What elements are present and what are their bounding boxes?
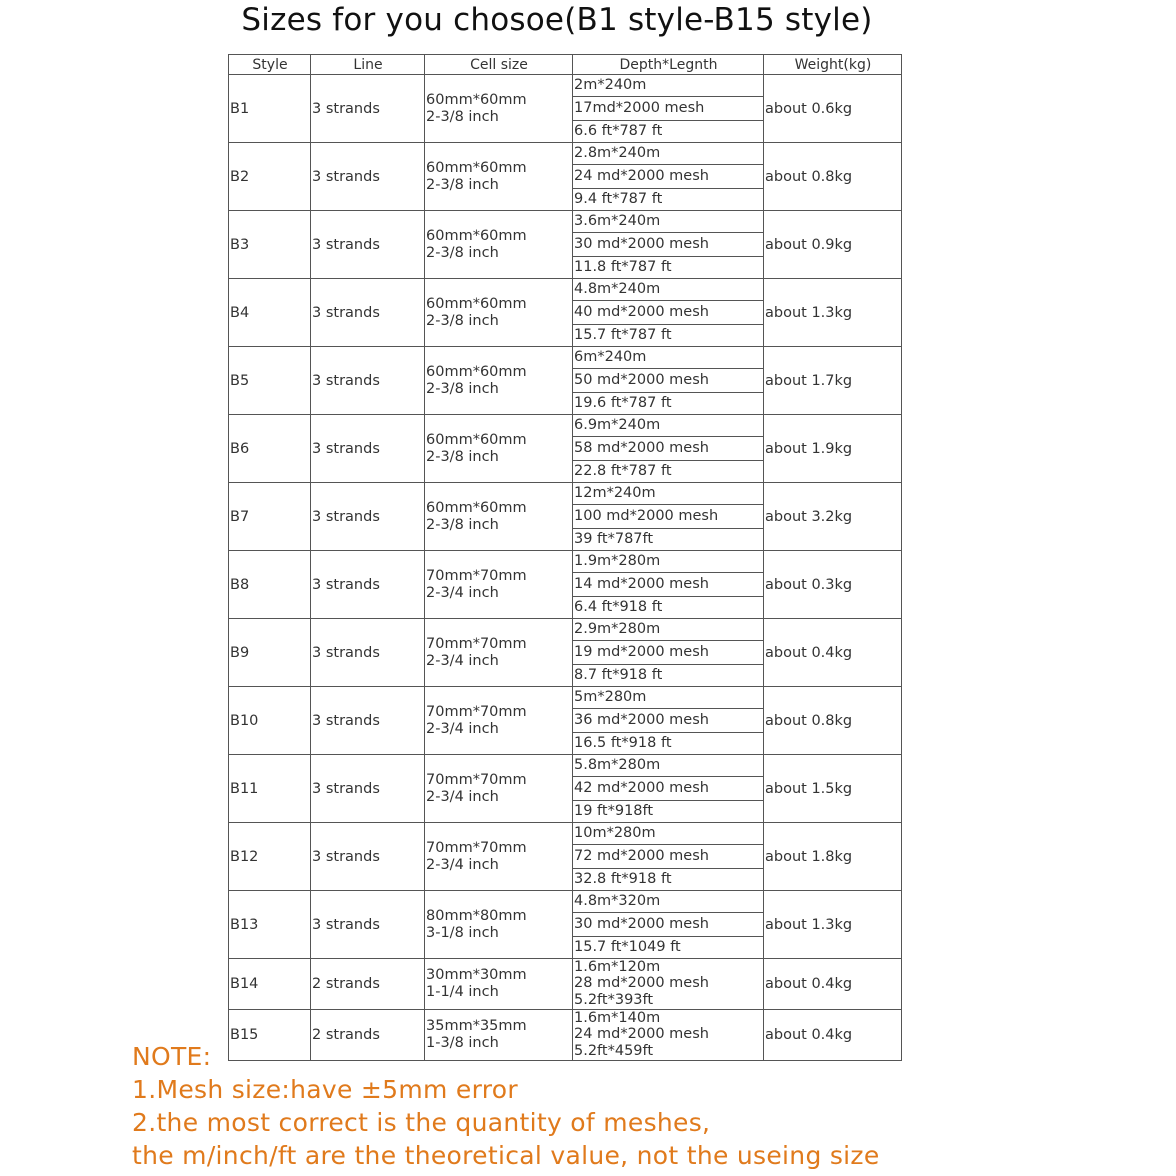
line-cell: 3 strands <box>311 415 425 483</box>
cell-size-metric: 35mm*35mm <box>426 1018 527 1034</box>
depth-meters: 2.8m*240m <box>573 143 763 165</box>
depth-meters: 2m*240m <box>573 75 763 97</box>
line-cell: 2 strands <box>311 959 425 1010</box>
note-line-3: the m/inch/ft are the theoretical value, not the useing size <box>132 1141 880 1170</box>
line-cell: 3 strands <box>311 755 425 823</box>
cell-size-metric: 60mm*60mm <box>426 159 527 176</box>
depth-length-cell <box>573 279 764 347</box>
weight-cell: about 0.8kg <box>764 143 902 211</box>
depth-length-cell <box>573 1010 764 1061</box>
weight-cell: about 3.2kg <box>764 483 902 551</box>
table-row <box>229 823 902 891</box>
depth-length-cell <box>573 687 764 755</box>
style-cell: B15 <box>229 1010 311 1061</box>
style-cell: B4 <box>229 279 311 347</box>
style-cell: B8 <box>229 551 311 619</box>
line-cell: 3 strands <box>311 687 425 755</box>
weight-cell: about 1.3kg <box>764 279 902 347</box>
header-style: Style <box>229 55 311 75</box>
style-cell: B9 <box>229 619 311 687</box>
cell-size-cell <box>425 891 573 959</box>
style-cell: B6 <box>229 415 311 483</box>
cell-size-inch: 2-3/8 inch <box>426 176 499 193</box>
style-cell: B14 <box>229 959 311 1010</box>
table-row <box>229 75 902 143</box>
cell-size-inch: 1-1/4 inch <box>426 984 499 1000</box>
depth-length-cell <box>573 483 764 551</box>
cell-size-cell <box>425 75 573 143</box>
cell-size-metric: 60mm*60mm <box>426 499 527 516</box>
depth-length-cell <box>573 619 764 687</box>
depth-length-cell <box>573 959 764 1010</box>
line-cell: 3 strands <box>311 279 425 347</box>
line-cell: 3 strands <box>311 211 425 279</box>
depth-length-cell <box>573 415 764 483</box>
cell-size-cell <box>425 211 573 279</box>
depth-mesh: 24 md*2000 mesh <box>573 165 763 189</box>
depth-meters: 4.8m*240m <box>573 279 763 301</box>
line-cell: 3 strands <box>311 143 425 211</box>
depth-feet: 11.8 ft*787 ft <box>574 259 672 275</box>
depth-meters: 1.6m*120m <box>574 959 661 975</box>
cell-size-cell <box>425 279 573 347</box>
note-heading: NOTE: <box>132 1042 212 1071</box>
depth-meters: 2.9m*280m <box>573 619 763 641</box>
depth-length-cell <box>573 75 764 143</box>
depth-mesh: 50 md*2000 mesh <box>573 369 763 393</box>
depth-feet: 5.2ft*393ft <box>574 992 654 1008</box>
weight-cell: about 0.8kg <box>764 687 902 755</box>
depth-meters: 3.6m*240m <box>573 211 763 233</box>
cell-size-inch: 2-3/8 inch <box>426 516 499 533</box>
depth-length-cell <box>573 211 764 279</box>
depth-length-cell <box>573 823 764 891</box>
weight-cell: about 1.5kg <box>764 755 902 823</box>
weight-cell: about 1.7kg <box>764 347 902 415</box>
depth-mesh: 100 md*2000 mesh <box>573 505 763 529</box>
depth-mesh: 24 md*2000 mesh <box>574 1026 709 1042</box>
header-weight: Weight(kg) <box>764 55 902 75</box>
cell-size-metric: 60mm*60mm <box>426 91 527 108</box>
weight-cell: about 1.3kg <box>764 891 902 959</box>
depth-feet: 5.2ft*459ft <box>574 1043 654 1059</box>
style-cell: B5 <box>229 347 311 415</box>
depth-mesh: 30 md*2000 mesh <box>573 233 763 257</box>
cell-size-cell <box>425 347 573 415</box>
cell-size-cell <box>425 483 573 551</box>
line-cell: 3 strands <box>311 891 425 959</box>
weight-cell: about 1.9kg <box>764 415 902 483</box>
table-header-row <box>229 55 902 75</box>
cell-size-metric: 60mm*60mm <box>426 295 527 312</box>
line-cell: 3 strands <box>311 483 425 551</box>
depth-mesh: 28 md*2000 mesh <box>574 975 709 991</box>
cell-size-cell <box>425 415 573 483</box>
note-line-2: 2.the most correct is the quantity of meshes, <box>132 1108 711 1137</box>
depth-meters: 1.6m*140m <box>574 1010 661 1026</box>
depth-mesh: 58 md*2000 mesh <box>573 437 763 461</box>
cell-size-cell <box>425 687 573 755</box>
cell-size-inch: 2-3/8 inch <box>426 380 499 397</box>
depth-feet: 19 ft*918ft <box>574 803 654 819</box>
header-cell-size: Cell size <box>425 55 573 75</box>
cell-size-cell <box>425 823 573 891</box>
style-cell: B1 <box>229 75 311 143</box>
line-cell: 3 strands <box>311 551 425 619</box>
depth-feet: 39 ft*787ft <box>574 531 654 547</box>
line-cell: 3 strands <box>311 347 425 415</box>
cell-size-cell <box>425 551 573 619</box>
header-depth-length: Depth*Legnth <box>573 55 764 75</box>
depth-feet: 32.8 ft*918 ft <box>574 871 672 887</box>
style-cell: B12 <box>229 823 311 891</box>
cell-size-cell <box>425 619 573 687</box>
cell-size-inch: 3-1/8 inch <box>426 924 499 941</box>
table-row <box>229 551 902 619</box>
cell-size-metric: 70mm*70mm <box>426 703 527 720</box>
style-cell: B11 <box>229 755 311 823</box>
depth-mesh: 30 md*2000 mesh <box>573 913 763 937</box>
weight-cell: about 1.8kg <box>764 823 902 891</box>
cell-size-metric: 30mm*30mm <box>426 967 527 983</box>
depth-meters: 10m*280m <box>573 823 763 845</box>
depth-feet: 9.4 ft*787 ft <box>574 191 663 207</box>
table-row <box>229 755 902 823</box>
depth-feet: 6.6 ft*787 ft <box>574 123 663 139</box>
table-row <box>229 687 902 755</box>
header-line: Line <box>311 55 425 75</box>
table-row <box>229 891 902 959</box>
line-cell: 3 strands <box>311 75 425 143</box>
cell-size-metric: 60mm*60mm <box>426 363 527 380</box>
depth-mesh: 19 md*2000 mesh <box>573 641 763 665</box>
style-cell: B10 <box>229 687 311 755</box>
cell-size-inch: 2-3/8 inch <box>426 448 499 465</box>
cell-size-metric: 60mm*60mm <box>426 227 527 244</box>
weight-cell: about 0.4kg <box>764 959 902 1010</box>
cell-size-inch: 2-3/8 inch <box>426 312 499 329</box>
depth-meters: 5.8m*280m <box>573 755 763 777</box>
depth-length-cell <box>573 551 764 619</box>
cell-size-metric: 70mm*70mm <box>426 771 527 788</box>
style-cell: B13 <box>229 891 311 959</box>
depth-meters: 12m*240m <box>573 483 763 505</box>
depth-mesh: 42 md*2000 mesh <box>573 777 763 801</box>
depth-mesh: 40 md*2000 mesh <box>573 301 763 325</box>
depth-mesh: 17md*2000 mesh <box>573 97 763 121</box>
cell-size-cell <box>425 755 573 823</box>
depth-mesh: 36 md*2000 mesh <box>573 709 763 733</box>
line-cell: 2 strands <box>311 1010 425 1061</box>
cell-size-inch: 2-3/8 inch <box>426 244 499 261</box>
depth-length-cell <box>573 891 764 959</box>
weight-cell: about 0.9kg <box>764 211 902 279</box>
table-row <box>229 959 902 1010</box>
table-row <box>229 619 902 687</box>
cell-size-metric: 60mm*60mm <box>426 431 527 448</box>
table-row <box>229 279 902 347</box>
table-row <box>229 143 902 211</box>
cell-size-metric: 70mm*70mm <box>426 567 527 584</box>
cell-size-cell <box>425 143 573 211</box>
cell-size-metric: 70mm*70mm <box>426 839 527 856</box>
style-cell: B7 <box>229 483 311 551</box>
table-row <box>229 211 902 279</box>
line-cell: 3 strands <box>311 619 425 687</box>
weight-cell: about 0.6kg <box>764 75 902 143</box>
depth-meters: 1.9m*280m <box>573 551 763 573</box>
style-cell: B3 <box>229 211 311 279</box>
depth-feet: 6.4 ft*918 ft <box>574 599 663 615</box>
cell-size-inch: 2-3/4 inch <box>426 788 499 805</box>
depth-length-cell <box>573 143 764 211</box>
depth-feet: 19.6 ft*787 ft <box>574 395 672 411</box>
table-row <box>229 415 902 483</box>
depth-meters: 4.8m*320m <box>573 891 763 913</box>
depth-feet: 15.7 ft*1049 ft <box>574 939 681 955</box>
cell-size-metric: 80mm*80mm <box>426 907 527 924</box>
cell-size-inch: 1-3/8 inch <box>426 1035 499 1051</box>
note-line-1: 1.Mesh size:have ±5mm error <box>132 1075 518 1104</box>
depth-length-cell <box>573 755 764 823</box>
cell-size-inch: 2-3/4 inch <box>426 856 499 873</box>
cell-size-inch: 2-3/4 inch <box>426 720 499 737</box>
cell-size-inch: 2-3/8 inch <box>426 108 499 125</box>
depth-meters: 6m*240m <box>573 347 763 369</box>
depth-length-cell <box>573 347 764 415</box>
weight-cell: about 0.3kg <box>764 551 902 619</box>
depth-feet: 15.7 ft*787 ft <box>574 327 672 343</box>
depth-feet: 16.5 ft*918 ft <box>574 735 672 751</box>
cell-size-inch: 2-3/4 inch <box>426 652 499 669</box>
depth-meters: 6.9m*240m <box>573 415 763 437</box>
depth-meters: 5m*280m <box>573 687 763 709</box>
sizes-table <box>228 54 902 1061</box>
cell-size-cell <box>425 1010 573 1061</box>
table-row <box>229 483 902 551</box>
page-title: Sizes for you chosoe(B1 style-B15 style) <box>241 2 873 38</box>
depth-feet: 8.7 ft*918 ft <box>574 667 663 683</box>
depth-mesh: 14 md*2000 mesh <box>573 573 763 597</box>
table-row <box>229 1010 902 1061</box>
weight-cell: about 0.4kg <box>764 619 902 687</box>
weight-cell: about 0.4kg <box>764 1010 902 1061</box>
depth-mesh: 72 md*2000 mesh <box>573 845 763 869</box>
line-cell: 3 strands <box>311 823 425 891</box>
cell-size-cell <box>425 959 573 1010</box>
cell-size-inch: 2-3/4 inch <box>426 584 499 601</box>
table-body <box>229 75 902 1061</box>
depth-feet: 22.8 ft*787 ft <box>574 463 672 479</box>
cell-size-metric: 70mm*70mm <box>426 635 527 652</box>
table-row <box>229 347 902 415</box>
style-cell: B2 <box>229 143 311 211</box>
